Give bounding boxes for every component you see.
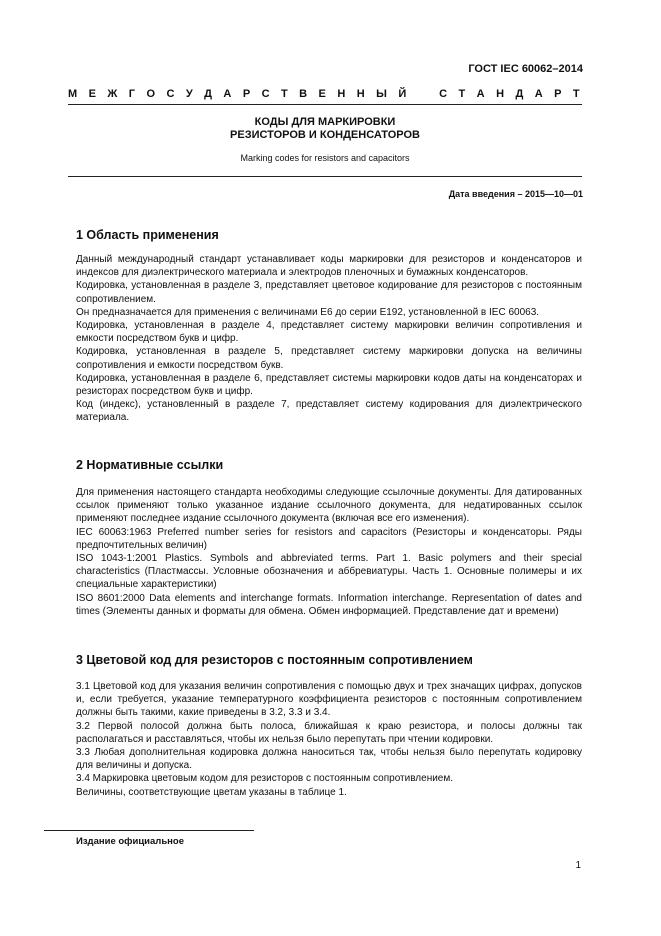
section-2-body: [76, 486, 582, 618]
paragraph: Кодировка, установленная в разделе 6, представляет системы маркировки кодов даты на конденсаторах и резисторах посредством букв и цифр.: [76, 372, 582, 398]
paragraph: Кодировка, установленная в разделе 4, представляет систему маркировки величин сопротивления и емкости посредством букв и цифр.: [76, 320, 582, 345]
page-number: 1: [575, 860, 581, 871]
document-title-line2: РЕЗИСТОРОВ И КОНДЕНСАТОРОВ: [230, 129, 420, 141]
section-3-heading: 3 Цветовой код для резисторов с постоянным сопротивлением: [76, 653, 473, 667]
document-title-english: Marking codes for resistors and capacitors: [240, 153, 410, 163]
banner-letter: Ж: [107, 88, 118, 100]
banner-letter: А: [223, 88, 232, 100]
interstate-standard-banner: [68, 88, 580, 100]
paragraph: Кодировка, установленная в разделе 5, представляет систему маркировки допуска на величины сопротивления и емкости посредством букв.: [76, 346, 582, 371]
banner-letter: Е: [88, 88, 96, 100]
banner-letter: В: [299, 88, 308, 100]
section-2-heading: 2 Нормативные ссылки: [76, 458, 224, 472]
banner-letter: Н: [337, 88, 346, 100]
banner-letter: Р: [554, 88, 562, 100]
banner-letter: Г: [128, 88, 136, 100]
banner-letter: О: [146, 88, 156, 100]
paragraph: 3.4 Маркировка цветовым кодом для резисторов с постоянным сопротивлением.: [76, 773, 454, 785]
banner-letter: Т: [458, 88, 466, 100]
document-code: ГОСТ IEC 60062–2014: [468, 63, 583, 75]
banner-letter: А: [534, 88, 543, 100]
footer-rule: [44, 830, 254, 831]
banner-letter: А: [476, 88, 485, 100]
paragraph: Код (индекс), установленный в разделе 7, представляет систему кодирования для диэлектрического материала.: [76, 399, 582, 424]
paragraph: Он предназначается для применения с величинами E6 до серии E192, установленной в IEC 60063.: [76, 306, 540, 318]
paragraph: IEC 60063:1963 Preferred number series for resistors and capacitors (Резисторы и конденсаторы. Ряды предпочтительных величин): [76, 526, 582, 551]
paragraph: 3.2 Первой полосой должна быть полоса, ближайшая к краю резистора, и полосы должны так располагаться и расставляться, чтобы их нельзя было перепутать при чтении кодировки.: [76, 720, 582, 745]
banner-letter: Р: [242, 88, 251, 100]
banner-letter: Й: [398, 88, 407, 100]
banner-letter: [418, 88, 428, 100]
banner-letter: С: [166, 88, 175, 100]
paragraph: Кодировка, установленная в разделе 3, представляет цветовое кодирование для резисторов с постоянным сопротивлением.: [76, 280, 582, 305]
document-title-line1: КОДЫ ДЛЯ МАРКИРОВКИ: [254, 116, 396, 128]
header-rule-top: [68, 104, 582, 105]
banner-letter: Т: [280, 88, 288, 100]
paragraph: 3.1 Цветовой код для указания величин сопротивления с помощью двух и трех значащих цифрах, допусков и, если требуется, указание температурного коэффициента резисторов с постоянным сопротивлением должны быть такими, какие приведены в 3.2, 3.3 и 3.4.: [76, 681, 582, 719]
banner-letter: Н: [496, 88, 505, 100]
paragraph: Данный международный стандарт устанавливает коды маркировки для резисторов и конденсаторов и индексов для диэлектрического материала и электродов пленочных и бумажных конденсаторов.: [76, 254, 582, 279]
banner-letter: Д: [204, 88, 212, 100]
banner-letter: Е: [318, 88, 326, 100]
official-edition-label: Издание официальное: [76, 836, 184, 847]
banner-letter: Д: [515, 88, 524, 100]
section-1-heading: 1 Область применения: [76, 228, 219, 242]
section-1-body: [76, 253, 582, 425]
banner-letter: М: [68, 88, 78, 100]
paragraph: ISO 1043-1:2001 Plastics. Symbols and abbreviated terms. Part 1. Basic polymers and their special characteristics (Пластмассы. Условные обозначения и аббревиатуры. Часть 1. Основные полимеры и их специальные характеристики): [76, 553, 582, 591]
banner-letter: У: [185, 88, 193, 100]
banner-letter: С: [261, 88, 270, 100]
banner-letter: Т: [572, 88, 580, 100]
header-rule-bottom: [68, 176, 582, 177]
section-3-body: [76, 680, 582, 799]
paragraph: ISO 8601:2000 Data elements and interchange formats. Information interchange. Representation of dates and times (Элементы данных и форматы для обмена. Обмен информацией. Представление дат и времени): [76, 592, 582, 617]
paragraph: Для применения настоящего стандарта необходимы следующие ссылочные документы. Для датированных ссылок применяют только указанное издание ссылочного документа, для недатированных ссылок применяют последнее издание ссылочного документа (включая все его изменения).: [76, 487, 582, 525]
banner-letter: С: [439, 88, 448, 100]
banner-letter: Н: [356, 88, 365, 100]
introduction-date: Дата введения – 2015—10—01: [448, 189, 583, 199]
banner-letter: Ы: [376, 88, 387, 100]
paragraph: Величины, соответствующие цветам указаны в таблице 1.: [76, 786, 347, 798]
paragraph: 3.3 Любая дополнительная кодировка должна наноситься так, чтобы нельзя было перепутать кодировку для величины и допуска.: [76, 747, 582, 772]
